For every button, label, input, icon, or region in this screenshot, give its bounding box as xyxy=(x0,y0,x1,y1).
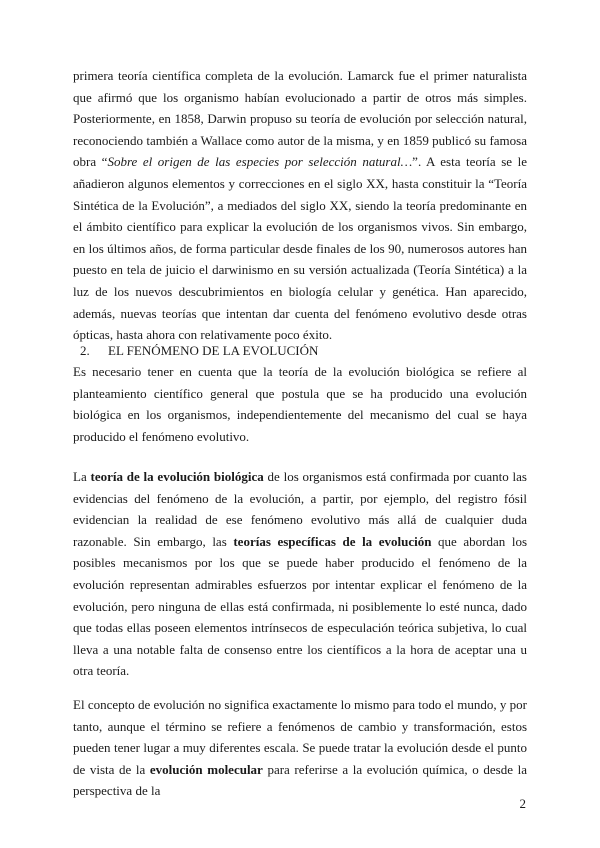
paragraph-text: Es necesario tener en cuenta que la teoría de la evolución biológica se refiere al planteamiento científico general que postula que se ha producido una evolución biológica en los organismos, independientemente del mecanismo del cual se haya producido el fenómeno evolutivo. xyxy=(73,364,527,444)
text-run: para referirse a la evolución química, o desde la perspectiva de la xyxy=(73,761,527,799)
section-heading xyxy=(73,340,527,362)
page-number: 2 xyxy=(519,796,526,811)
text-run: La xyxy=(73,469,91,484)
bold-term: teorías específicas de la evolución xyxy=(233,533,432,549)
text-run: que abordan los posibles mecanismos por los que se puede haber producido el fenómeno de la evolución representan admirables esfuerzos por intentar explicar el fenómeno de la evolución, pero ninguna de ellas está confirmada, ni posiblemente lo esté nunca, dado que todas ellas poseen elementos intrínsecos de especulación teórica subjetiva, lo cual lleva a una notable falta de consenso entre los científicos a la hora de aceptar una u otra teoría. xyxy=(73,533,528,679)
bold-term: evolución molecular xyxy=(149,761,263,777)
text-run: ”. A esta teoría se le añadieron algunos elementos y correcciones en el siglo XX, hasta constituir la “Teoría Sintética de la Evolución”, a mediados del siglo XX, siendo la teoría predominante en el ámbito científico para explicar la evolución de los organismos vivos. Sin embargo, en los últimos años, de forma particular desde finales de los 90, numerosos autores han puesto en tela de juicio el darwinismo en su versión actualizada (Teoría Sintética) a la luz de los nuevos descubrimientos en biología celular y genética. Han aparecido, además, nuevas teorías que intentan dar cuenta del fenómeno evolutivo desde otras ópticas, hasta ahora con relativamente poco éxito. xyxy=(73,154,527,343)
text-run: primera teoría científica completa de la evolución. Lamarck fue el primer naturalista que afirmó que los organismo habían evolucionado a partir de otros más simples. Posteriormente, en 1858, Darwin propuso su teoría de evolución por selección natural, reconociendo también a Wallace como autor de la misma, y en 1859 publicó su famosa obra “ xyxy=(73,68,527,170)
section-title: EL FENÓMENO DE LA EVOLUCIÓN xyxy=(108,343,319,358)
paragraph-darwin-history xyxy=(73,65,527,346)
paragraph-specific-theories xyxy=(73,466,527,682)
text-run: El concepto de evolución no significa exactamente lo mismo para todo el mundo, y por tanto, aunque el término se refiere a fenómenos de cambio y transformación, estos pueden tener lugar a muy diferentes escala. Se puede tratar la evolución desde el punto de vista de la xyxy=(73,697,527,777)
text-run: de los organismos está confirmada por cuanto las evidencias del fenómeno de la evolución, a partir, por ejemplo, del registro fósil evidencian la realidad de ese fenómeno evolutivo más allá de cualquier duda razonable. Sin embargo, las xyxy=(73,469,527,549)
book-title: Sobre el origen de las especies por selección natural… xyxy=(107,154,413,170)
section-number: 2. xyxy=(80,343,90,358)
paragraph-evolution-concept xyxy=(73,694,527,802)
bold-term: teoría de la evolución biológica xyxy=(90,469,264,484)
paragraph-general-theory xyxy=(73,361,527,447)
